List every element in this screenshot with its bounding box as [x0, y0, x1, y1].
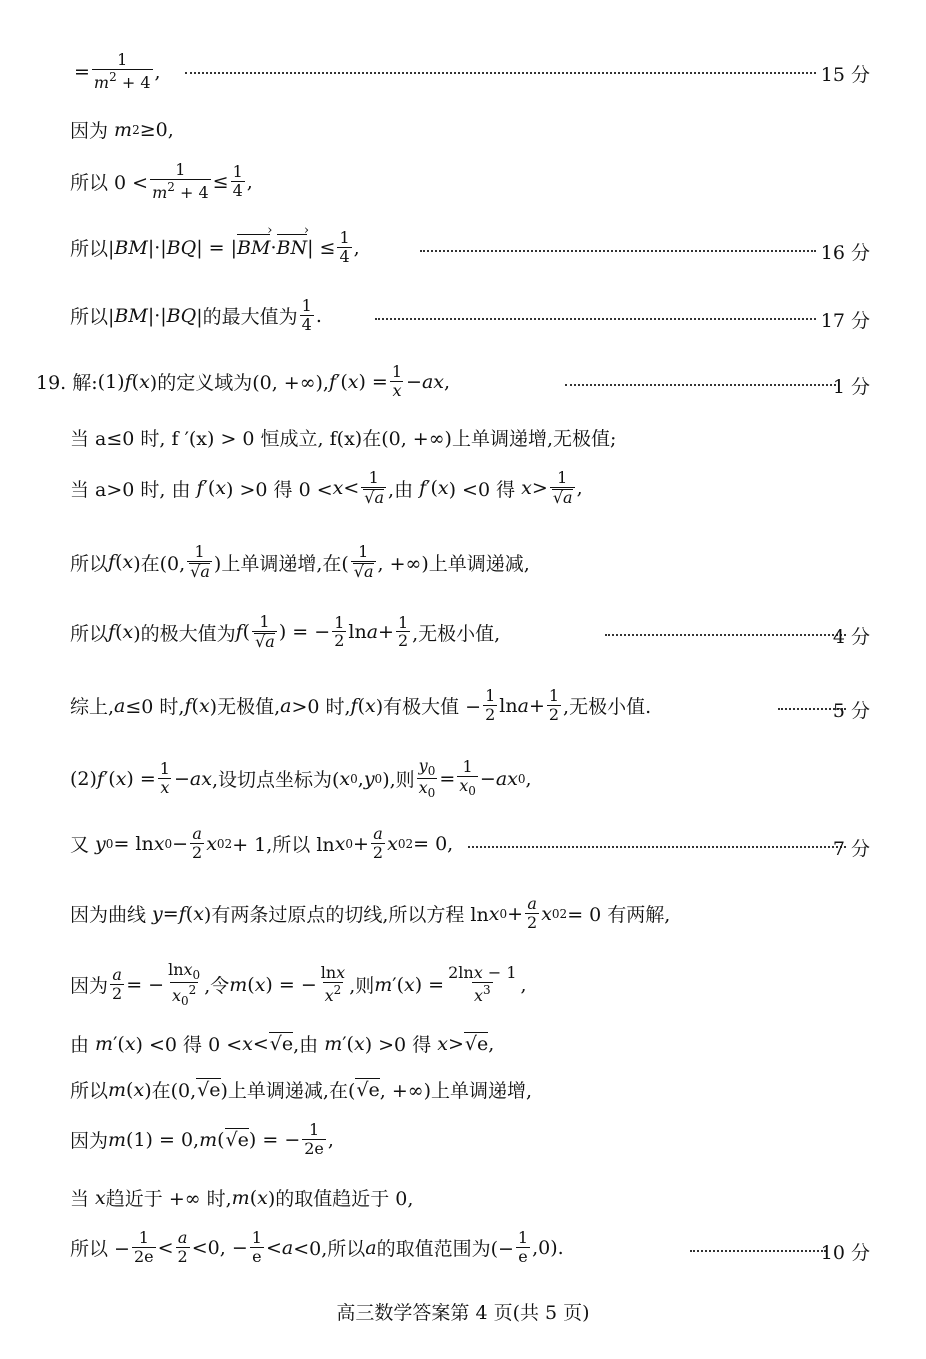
line-16: 所以| BM |·| BQ | = | BM › · BN › | ≤ $\frac{1}{4}$ , 16 分: [0, 230, 926, 270]
line-17: 所以| BM |·| BQ |的最大值为 $\frac{1}{4}$ . 17 分: [70, 296, 870, 334]
line-limit: 当 x 趋近于 +∞ 时, m ( x )的取值趋近于 0,: [70, 1186, 414, 1210]
leader-dots: [185, 72, 816, 74]
score-label: 1 分: [832, 376, 870, 398]
line-part2: (2) f ′( x ) = $\frac{1}{x}$ − ax ,设切点坐标为( x 0 , y 0 ),则 $\frac{y_0}{x_0}$ = $\frac{1}{x_0}$ − ax 0 ,: [70, 756, 532, 800]
line-m-def: 因为 $\frac{a}{2}$ = − $\frac{\ln x_0}{x_0^2}$ ,令 m ( x ) = − $\frac{\ln x}{x^2}$ ,则 m ′( x ) = $\frac{2\ln x - 1}{x^3}$ ,: [70, 960, 527, 1008]
case-text: 当 a≤0 时, f ′(x) > 0 恒成立, f(x)在(0, +∞)上单调递增,无极值;: [70, 428, 617, 450]
page-footer: 高三数学答案第 4 页(共 5 页): [336, 1302, 590, 1324]
line-m-sign: 由 m ′( x ) <0 得 0 < x < √ e ,由 m ′( x ) >0 得 x > √ e ,: [0, 1026, 926, 1066]
leader-dots: [420, 250, 816, 252]
line-case-a-le0: [0, 420, 926, 460]
leader-dots: [690, 1250, 826, 1252]
lead-text: 因为: [70, 975, 109, 998]
line-15: = $\frac{1}{m^2 + 4}$ , 15 分: [74, 50, 870, 92]
score-label: 17 分: [820, 310, 870, 332]
leader-dots: [375, 318, 816, 320]
score-label: 5 分: [832, 700, 870, 722]
leader-dots: [468, 846, 846, 848]
score-label: 7 分: [832, 838, 870, 860]
leader-dots: [565, 384, 836, 386]
line-msq: 因为 m 2 ≥0,: [70, 118, 174, 142]
leader-dots: [605, 634, 846, 636]
line-4: 所以 f ( x )的极大值为 f ( 1 √ a ) = − $\frac{1}{2}$ ln a + $\frac{1}{2}$ ,无极小值, 4 分: [0, 614, 926, 654]
score-label: 4 分: [832, 626, 870, 648]
line-m-values: 因为 m (1) = 0, m ( √ e ) = − $\frac{1}{2e}$ ,: [0, 1122, 926, 1162]
line-5: 综上, a ≤0 时, f ( x )无极值, a >0 时, f ( x )有极大值 − $\frac{1}{2}$ ln a + $\frac{1}{2}$ ,无极小值. 5 分: [70, 686, 870, 724]
line-two-tangents: 因为曲线 y = f ( x )有两条过原点的切线,所以方程 ln x 0 + $\frac{a}{2}$ x 0 2 = 0 有两解,: [70, 894, 671, 932]
score-label: 10 分: [820, 1242, 870, 1264]
line-case-a-gt0: 当 a>0 时 , 由 f ′( x ) >0 得 0 < x < 1 √ a ,由 f ′( x ) <0 得 x > 1 √ a ,: [0, 470, 926, 510]
line-ineq: 所以 0 < $\frac{1}{m^2 + 4}$ ≤ $\frac{1}{4}$ ,: [70, 160, 253, 202]
line-10: 所以 − $\frac{1}{2e}$ < $\frac{a}{2}$ <0, − $\frac{1}{e}$ < a <0,所以 a 的取值范围为(− $\frac{1}{e}$ ,0). 10 分: [70, 1228, 870, 1266]
line-m-monotone: 所以 m ( x )在(0, √ e )上单调递减,在( √ e , +∞)上单调递增,: [0, 1072, 926, 1112]
case-text: 当 a>0 时: [70, 478, 160, 501]
part-label: (2): [70, 767, 97, 790]
score-label: 16 分: [820, 242, 870, 264]
score-label: 15 分: [820, 64, 870, 86]
question-prefix: 19. 解:: [36, 372, 98, 395]
line-monotone: 所以 f ( x )在(0, 1 √ a )上单调递增,在( 1 √ a , +∞)上单调递减,: [0, 544, 926, 584]
line-7: 又 y 0 = ln x 0 − $\frac{a}{2}$ x 0 2 + 1,所以 ln x 0 + $\frac{a}{2}$ x 0 2 = 0, 7 分: [70, 824, 870, 862]
line-q19-1: 19. 解: (1) f ( x )的定义域为(0, +∞), f ′( x ) = $\frac{1}{x}$ − ax , 1 分: [36, 362, 870, 400]
